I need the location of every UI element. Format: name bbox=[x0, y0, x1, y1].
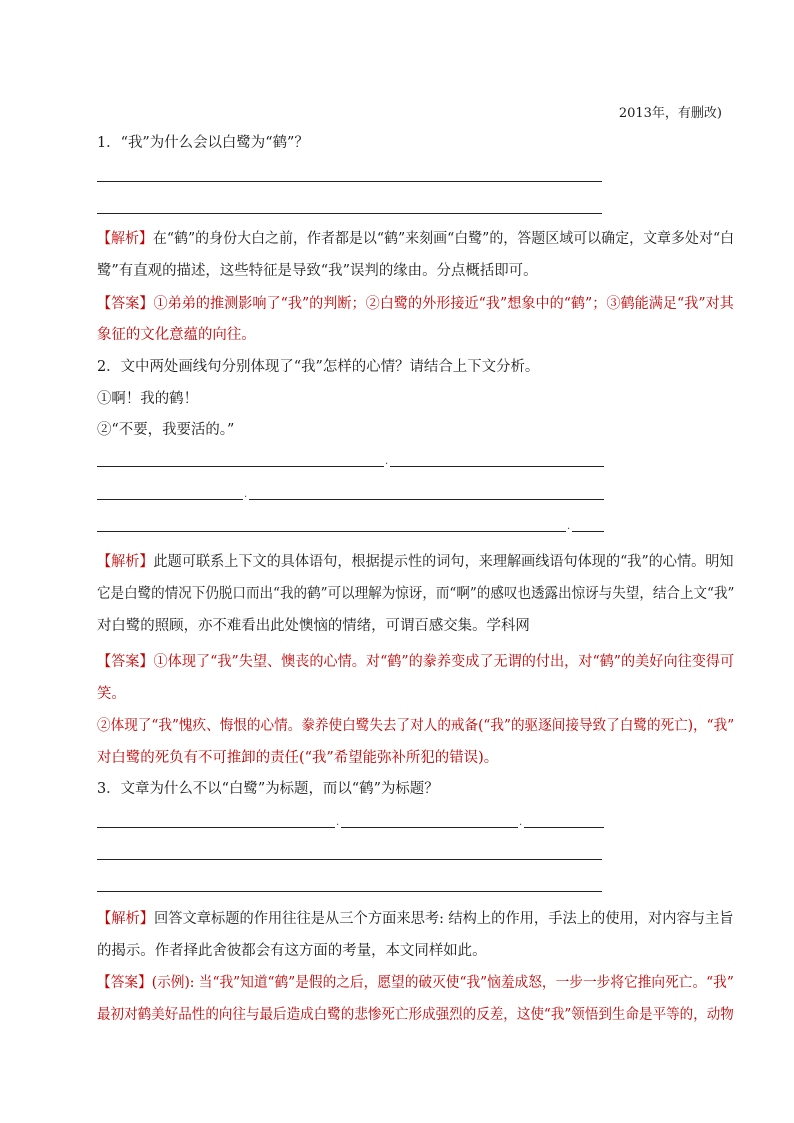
analysis-text: 在“鹤”的身份大白之前，作者都是以“鹤”来刻画“白鹭”的，答题区域可以确定，文章多处对“白 bbox=[152, 231, 735, 247]
answer-tag: 【答案】 bbox=[97, 975, 152, 991]
answer-line bbox=[524, 827, 604, 828]
analysis-2-line-3: 对白鹭的照顾，亦不难看出此处懊恼的情绪，可谓百感交集。学科网 bbox=[97, 618, 530, 634]
answer-line bbox=[390, 466, 604, 467]
question-3: 3．文章为什么不以“白鹭”为标题，而以“鹤”为标题？ bbox=[97, 781, 439, 797]
analysis-1-line-1 bbox=[97, 229, 735, 249]
question-2-item-1: ①啊！我的鹤！ bbox=[97, 391, 198, 407]
answer-2-line-4: 对白鹭的死负有不可推卸的责任(“我”希望能弥补所犯的错误)。 bbox=[97, 750, 499, 766]
question-1: 1．“我”为什么会以白鹭为“鹤”？ bbox=[97, 135, 309, 151]
answer-line bbox=[97, 891, 602, 892]
analysis-tag: 【解析】 bbox=[97, 231, 153, 247]
answer-text: (示例): 当“我”知道“鹤”是假的之后，愿望的破灭使“我”恼羞成怒，一步一步将它推向死亡。“我” bbox=[151, 975, 734, 991]
blank-dot: . bbox=[567, 521, 571, 532]
answer-2-line-3: ②体现了“我”愧疚、悔恨的心情。豢养使白鹭失去了对人的戒备(“我”的驱逐间接导致了白鹭的死亡)，“我” bbox=[97, 718, 735, 734]
answer-text: ①体现了“我”失望、懊丧的心情。对“鹤”的豢养变成了无谓的付出，对“鹤”的美好向往变得可 bbox=[153, 654, 735, 670]
answer-3-line-2: 最初对鹤美好品性的向往与最后造成白鹭的悲惨死亡形成强烈的反差，这使“我”领悟到生命是平等的，动物 bbox=[97, 1007, 734, 1023]
answer-line bbox=[97, 859, 602, 860]
analysis-2-line-1 bbox=[97, 552, 734, 572]
blank-dot: . bbox=[385, 456, 389, 467]
answer-1-line-2: 象征的文化意蕴的向往。 bbox=[97, 327, 256, 343]
answer-2-line-2: 笑。 bbox=[97, 686, 126, 702]
analysis-text: 回答文章标题的作用往往是从三个方面来思考: 结构上的作用，手法上的使用，对内容与主旨 bbox=[154, 911, 734, 927]
answer-tag: 【答案】 bbox=[97, 296, 154, 312]
answer-line bbox=[249, 499, 604, 500]
analysis-text: 此题可联系上下文的具体语句，根据提示性的词句，来理解画线语句体现的“我”的心情。明知 bbox=[153, 554, 734, 570]
answer-3-line-1 bbox=[97, 973, 734, 993]
blank-dot: . bbox=[336, 817, 340, 828]
answer-line bbox=[572, 531, 604, 532]
answer-line bbox=[341, 827, 518, 828]
analysis-tag: 【解析】 bbox=[97, 911, 155, 927]
answer-line bbox=[97, 213, 602, 214]
question-2-item-2: ②“不要，我要活的。” bbox=[97, 422, 235, 438]
answer-line bbox=[97, 499, 243, 500]
question-2: 2．文中两处画线句分别体现了“我”怎样的心情？请结合上下文分析。 bbox=[97, 359, 540, 375]
answer-line bbox=[97, 466, 384, 467]
answer-line bbox=[97, 827, 335, 828]
analysis-2-line-2: 它是白鹭的情况下仍脱口而出“我的鹤”可以理解为惊讶，而“啊”的感叹也透露出惊讶与失望，结合上文“我” bbox=[97, 586, 735, 602]
blank-dot: . bbox=[244, 489, 248, 500]
blank-dot: . bbox=[519, 817, 523, 828]
answer-text: ①弟弟的推测影响了“我”的判断；②白鹭的外形接近“我”想象中的“鹤”；③鹤能满足“我”对其 bbox=[153, 296, 734, 312]
analysis-tag: 【解析】 bbox=[97, 554, 154, 570]
analysis-3-line-1 bbox=[97, 909, 734, 929]
analysis-3-line-2: 的揭示。作者择此舍彼都会有这方面的考量，本文同样如此。 bbox=[97, 943, 487, 959]
answer-2-line-1 bbox=[97, 652, 735, 672]
answer-tag: 【答案】 bbox=[97, 654, 154, 670]
analysis-1-line-2: 鹭”有直观的描述，这些特征是导致“我”误判的缘由。分点概括即可。 bbox=[97, 263, 538, 279]
answer-line bbox=[97, 531, 566, 532]
source-note: 2013年，有删改) bbox=[618, 106, 722, 121]
answer-1-line-1 bbox=[97, 294, 734, 314]
answer-line bbox=[97, 181, 602, 182]
